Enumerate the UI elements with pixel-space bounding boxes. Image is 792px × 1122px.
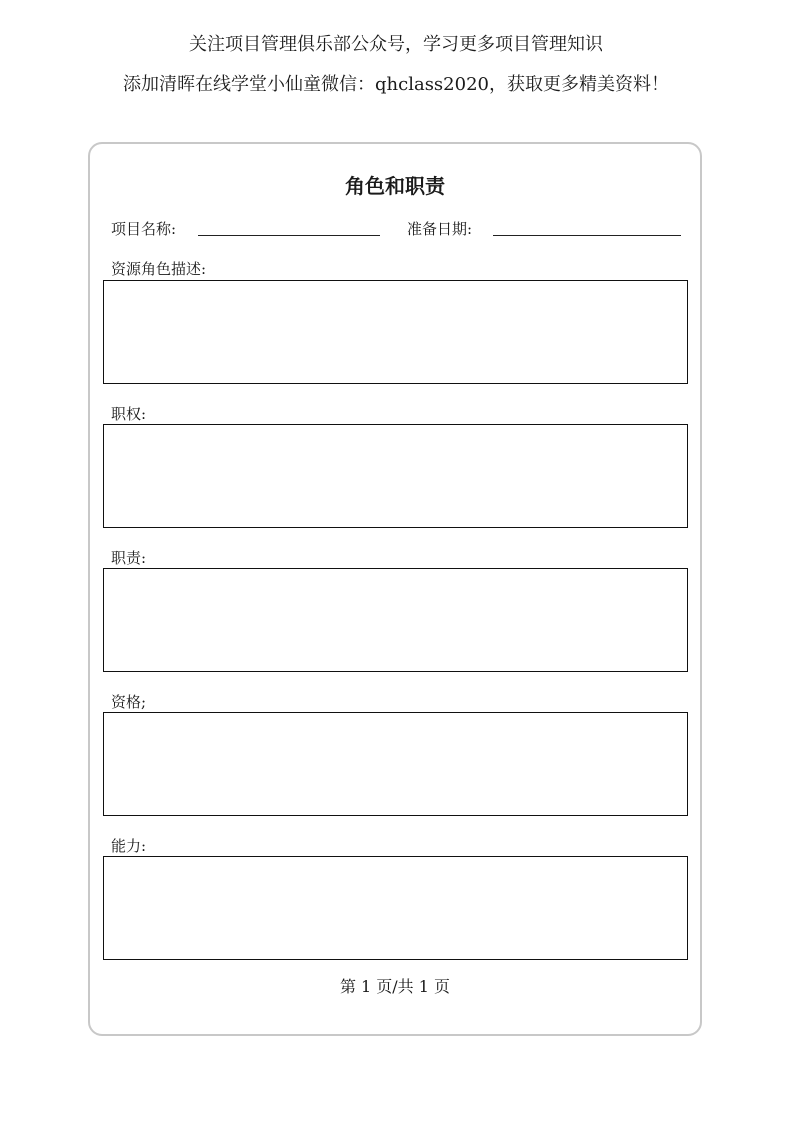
competency-label: 能力: xyxy=(111,837,147,855)
qualification-label: 资格; xyxy=(111,693,147,711)
authority-box[interactable] xyxy=(103,424,688,528)
page-number: 第 1 页/共 1 页 xyxy=(339,977,451,996)
qualification-box[interactable] xyxy=(103,712,688,816)
project-name-field[interactable] xyxy=(198,235,380,236)
resource-role-description-box[interactable] xyxy=(103,280,688,384)
promo-text-line-2: 添加清晖在线学堂小仙童微信：qhclass2020，获取更多精美资料！ xyxy=(123,74,669,95)
responsibility-label: 职责: xyxy=(111,549,147,567)
prep-date-label: 准备日期: xyxy=(407,220,473,238)
responsibility-box[interactable] xyxy=(103,568,688,672)
form-title: 角色和职责 xyxy=(345,174,445,198)
resource-role-description-label: 资源角色描述: xyxy=(111,260,207,278)
competency-box[interactable] xyxy=(103,856,688,960)
project-name-label: 项目名称: xyxy=(111,220,177,238)
prep-date-field[interactable] xyxy=(493,235,681,236)
promo-text-line-1: 关注项目管理俱乐部公众号，学习更多项目管理知识 xyxy=(189,34,603,55)
authority-label: 职权: xyxy=(111,405,147,423)
